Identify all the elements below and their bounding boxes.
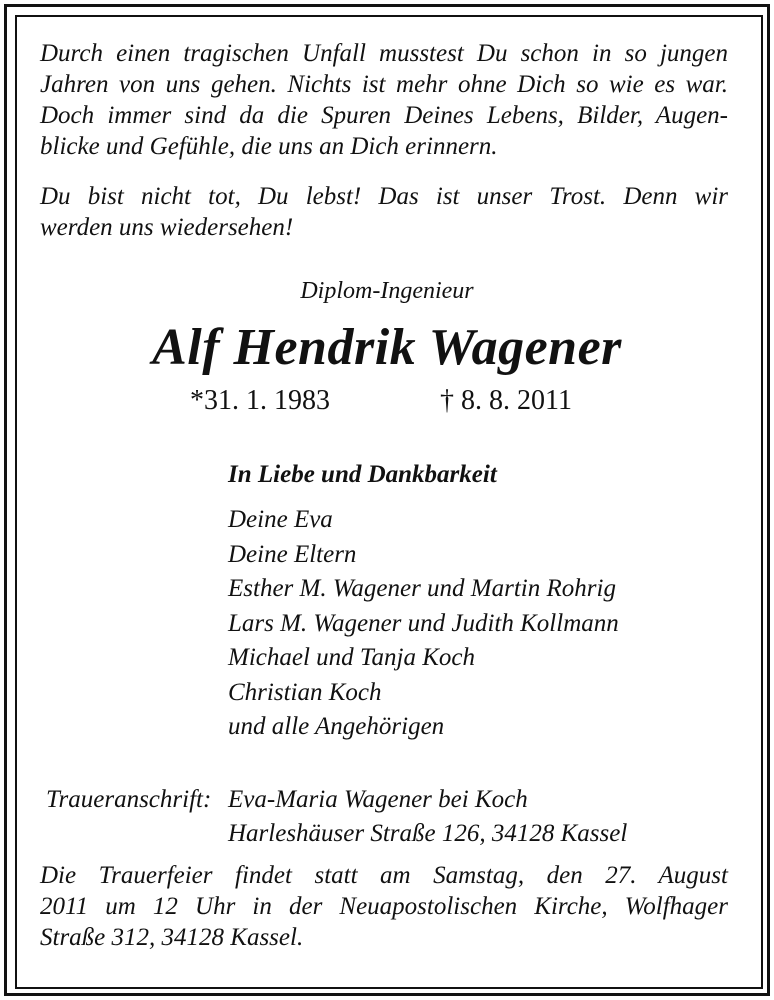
ceremony-line: Die Trauerfeier findet statt am Samstag, den 27. August: [40, 862, 728, 889]
address-label: Traueranschrift:: [46, 786, 212, 813]
comfort-line: Du bist nicht tot, Du lebst! Das ist unser Trost. Denn wir: [40, 183, 728, 210]
address-block: [228, 783, 627, 851]
mourners-list: [228, 503, 619, 745]
mourners-heading: In Liebe und Dankbarkeit: [228, 461, 497, 488]
intro-line: Durch einen tragischen Unfall musstest Du schon in so jungen: [40, 40, 728, 67]
comfort-paragraph: [40, 181, 728, 243]
address-line: Harleshäuser Straße 126, 34128 Kassel: [228, 820, 628, 847]
address-line: Eva-Maria Wagener bei Koch: [228, 786, 528, 813]
intro-line: blicke und Gefühle, die uns an Dich erinnern.: [40, 133, 498, 160]
mourner-name: Deine Eltern: [228, 540, 357, 568]
intro-paragraph: [40, 38, 728, 162]
birth-date: *31. 1. 1983: [190, 385, 330, 416]
mourner-name: Deine Eva: [228, 506, 333, 533]
mourner-name: Michael und Tanja Koch: [228, 644, 475, 671]
mourner-name: und alle Angehörigen: [228, 713, 445, 740]
intro-line: Doch immer sind da die Spuren Deines Lebens, Bilder, Augen-: [40, 102, 728, 129]
deceased-name: Alf Hendrik Wagener: [152, 319, 622, 376]
ceremony-line: 2011 um 12 Uhr in der Neuapostolischen Kirche, Wolfhager: [40, 893, 728, 920]
mourner-name: Lars M. Wagener und Judith Kollmann: [228, 609, 619, 637]
academic-title: Diplom-Ingenieur: [300, 278, 474, 304]
ceremony-line: Straße 312, 34128 Kassel.: [40, 924, 304, 951]
death-date: † 8. 8. 2011: [440, 385, 572, 416]
comfort-line: werden uns wiedersehen!: [40, 214, 294, 241]
mourner-name: Christian Koch: [228, 678, 382, 706]
intro-line: Jahren von uns gehen. Nichts ist mehr ohne Dich so wie es war.: [40, 71, 728, 98]
mourner-name: Esther M. Wagener und Martin Rohrig: [228, 575, 616, 602]
ceremony-paragraph: [40, 860, 728, 953]
